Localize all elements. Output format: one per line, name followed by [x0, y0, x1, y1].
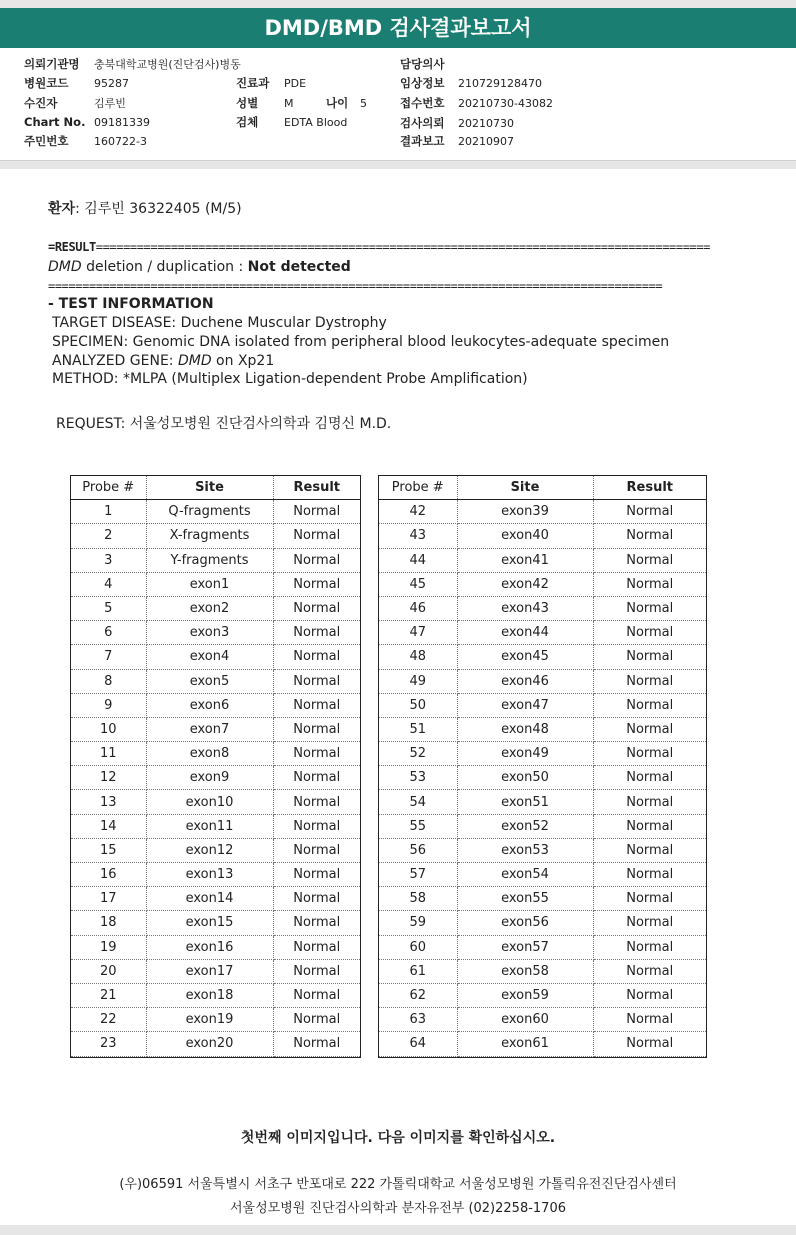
probe-result: Normal: [273, 863, 360, 887]
probe-result: Normal: [593, 548, 706, 572]
probe-number: 60: [379, 935, 457, 959]
table-row: [379, 524, 706, 548]
table-row: [379, 548, 706, 572]
institution-label: 의뢰기관명: [24, 57, 80, 71]
table-header-row: [379, 476, 706, 500]
table-row: [379, 935, 706, 959]
probe-site: exon15: [146, 911, 273, 935]
probe-site: exon18: [146, 983, 273, 1007]
probe-site: exon10: [146, 790, 273, 814]
probe-number: 52: [379, 742, 457, 766]
table-row: [379, 1032, 706, 1056]
probe-result: Normal: [273, 1032, 360, 1056]
probe-result: Normal: [273, 935, 360, 959]
table-row: [379, 911, 706, 935]
table-row: [71, 596, 360, 620]
probe-site: exon6: [146, 693, 273, 717]
dept-value: PDE: [284, 77, 307, 90]
table-row: [379, 790, 706, 814]
probe-result: Normal: [593, 911, 706, 935]
analyzed-gene: [52, 353, 274, 369]
header-chart: [24, 115, 150, 129]
probe-result: Normal: [593, 887, 706, 911]
probe-number: 48: [379, 645, 457, 669]
analyzed-suffix: on Xp21: [211, 353, 275, 369]
report-header: [0, 48, 796, 160]
probe-table-left-grid: [71, 476, 360, 1057]
header-site: Site: [457, 476, 593, 500]
probe-site: exon16: [146, 935, 273, 959]
table-row: [71, 814, 360, 838]
probe-site: exon9: [146, 766, 273, 790]
probe-result: Normal: [273, 645, 360, 669]
probe-site: exon14: [146, 887, 273, 911]
request-label: 검사의뢰: [400, 116, 445, 130]
probe-site: exon49: [457, 742, 593, 766]
table-row: [379, 959, 706, 983]
table-row: [379, 742, 706, 766]
table-row: [71, 572, 360, 596]
table-row: [71, 790, 360, 814]
header-separator: [0, 160, 796, 169]
probe-site: exon59: [457, 983, 593, 1007]
probe-number: 49: [379, 669, 457, 693]
probe-site: exon46: [457, 669, 593, 693]
probe-number: 5: [71, 596, 146, 620]
patient-line-text: : 김루빈 36322405 (M/5): [75, 201, 242, 217]
table-row: [71, 983, 360, 1007]
probe-result: Normal: [593, 693, 706, 717]
probe-number: 47: [379, 621, 457, 645]
patient-label: 수진자: [24, 96, 58, 110]
target-disease: TARGET DISEASE: Duchene Muscular Dystrophy: [52, 315, 387, 331]
probe-result: Normal: [593, 742, 706, 766]
probe-number: 12: [71, 766, 146, 790]
probe-result: Normal: [273, 1008, 360, 1032]
specimen-label: 검체: [236, 115, 259, 129]
probe-number: 61: [379, 959, 457, 983]
header-id: [24, 133, 147, 149]
table-row: [379, 863, 706, 887]
header-institution: [24, 56, 241, 72]
probe-number: 16: [71, 863, 146, 887]
probe-table-right-grid: [379, 476, 706, 1057]
code-value: 95287: [94, 77, 129, 90]
probe-number: 22: [71, 1008, 146, 1032]
probe-result: Normal: [593, 959, 706, 983]
probe-result: Normal: [593, 838, 706, 862]
probe-number: 17: [71, 887, 146, 911]
probe-number: 19: [71, 935, 146, 959]
table-row: [379, 887, 706, 911]
probe-result: Normal: [273, 548, 360, 572]
header-probe: Probe #: [379, 476, 457, 500]
table-row: [379, 572, 706, 596]
header-code: [24, 75, 129, 91]
probe-site: exon55: [457, 887, 593, 911]
result-text: deletion / duplication :: [81, 259, 248, 275]
table-row: [379, 596, 706, 620]
table-row: [379, 766, 706, 790]
probe-number: 10: [71, 717, 146, 741]
table-row: [71, 1032, 360, 1056]
probe-number: 64: [379, 1032, 457, 1056]
probe-result: Normal: [593, 524, 706, 548]
result-separator-top: [48, 240, 728, 254]
probe-site: exon2: [146, 596, 273, 620]
doctor-label: 담당의사: [400, 57, 445, 71]
table-row: [71, 959, 360, 983]
report-label: 결과보고: [400, 134, 445, 148]
probe-site: exon11: [146, 814, 273, 838]
table-row: [71, 524, 360, 548]
probe-result: Normal: [593, 500, 706, 524]
table-row: [379, 645, 706, 669]
probe-result: Normal: [273, 500, 360, 524]
probe-result: Normal: [593, 1008, 706, 1032]
receipt-label: 접수번호: [400, 96, 445, 110]
probe-result: Normal: [273, 766, 360, 790]
header-patient: [24, 95, 126, 111]
table-row: [379, 669, 706, 693]
probe-site: exon52: [457, 814, 593, 838]
probe-site: exon61: [457, 1032, 593, 1056]
probe-number: 43: [379, 524, 457, 548]
probe-site: exon58: [457, 959, 593, 983]
probe-result: Normal: [273, 572, 360, 596]
specimen-value: EDTA Blood: [284, 116, 348, 129]
table-row: [379, 500, 706, 524]
clinical-label: 임상정보: [400, 76, 445, 90]
probe-number: 20: [71, 959, 146, 983]
probe-site: exon44: [457, 621, 593, 645]
probe-number: 9: [71, 693, 146, 717]
probe-site: exon40: [457, 524, 593, 548]
header-sex: [236, 95, 367, 111]
footer-address: (우)06591 서울특별시 서초구 반포대로 222 가톨릭대학교 서울성모병원 가톨릭유전진단검사센터: [119, 1177, 677, 1192]
table-row: [71, 693, 360, 717]
chart-value: 09181339: [94, 116, 150, 129]
probe-number: 4: [71, 572, 146, 596]
table-row: [71, 935, 360, 959]
header-clinical: [400, 75, 542, 91]
table-row: [71, 863, 360, 887]
header-request: [400, 115, 514, 131]
probe-site: exon60: [457, 1008, 593, 1032]
probe-result: Normal: [593, 790, 706, 814]
table-row: [379, 693, 706, 717]
table-row: [71, 911, 360, 935]
probe-number: 50: [379, 693, 457, 717]
probe-site: exon8: [146, 742, 273, 766]
probe-site: exon12: [146, 838, 273, 862]
probe-number: 58: [379, 887, 457, 911]
probe-site: exon50: [457, 766, 593, 790]
request-value: 20210730: [458, 117, 514, 130]
probe-site: exon3: [146, 621, 273, 645]
probe-number: 42: [379, 500, 457, 524]
probe-number: 56: [379, 838, 457, 862]
probe-number: 21: [71, 983, 146, 1007]
probe-site: exon13: [146, 863, 273, 887]
probe-site: exon42: [457, 572, 593, 596]
table-row: [71, 887, 360, 911]
bottom-border: [0, 1225, 796, 1235]
patient-line-label: 환자: [48, 201, 76, 217]
test-info-title: - TEST INFORMATION: [48, 296, 214, 312]
probe-number: 62: [379, 983, 457, 1007]
probe-number: 6: [71, 621, 146, 645]
probe-table-right: [378, 475, 707, 1058]
probe-site: exon5: [146, 669, 273, 693]
probe-site: exon4: [146, 645, 273, 669]
specimen-info: SPECIMEN: Genomic DNA isolated from peripheral blood leukocytes-adequate specimen: [52, 334, 670, 350]
probe-site: exon43: [457, 596, 593, 620]
probe-result: Normal: [593, 1032, 706, 1056]
header-site: Site: [146, 476, 273, 500]
probe-site: exon48: [457, 717, 593, 741]
probe-site: exon51: [457, 790, 593, 814]
table-row: [71, 838, 360, 862]
table-row: [71, 742, 360, 766]
table-row: [71, 500, 360, 524]
probe-result: Normal: [593, 935, 706, 959]
probe-result: Normal: [273, 621, 360, 645]
probe-number: 53: [379, 766, 457, 790]
probe-number: 23: [71, 1032, 146, 1056]
method-info: METHOD: *MLPA (Multiplex Ligation-dependent Probe Amplification): [52, 371, 528, 387]
probe-result: Normal: [273, 693, 360, 717]
probe-site: Q-fragments: [146, 500, 273, 524]
table-header-row: [71, 476, 360, 500]
probe-number: 45: [379, 572, 457, 596]
clinical-value: 210729128470: [458, 77, 542, 90]
age-value: 5: [360, 97, 367, 110]
header-doctor: [400, 56, 458, 72]
next-image-note: 첫번째 이미지입니다. 다음 이미지를 확인하십시오.: [240, 1130, 556, 1146]
table-row: [379, 717, 706, 741]
probe-number: 63: [379, 1008, 457, 1032]
equals-line-2: ==========================================================================================: [48, 279, 663, 293]
report-title: DMD/BMD 검사결과보고서: [0, 8, 796, 48]
table-row: [71, 621, 360, 645]
result-line: [48, 259, 351, 275]
probe-number: 44: [379, 548, 457, 572]
header-result: Result: [593, 476, 706, 500]
top-border: [0, 0, 796, 8]
probe-result: Normal: [593, 863, 706, 887]
id-value: 160722-3: [94, 135, 147, 148]
result-gene: DMD: [48, 259, 82, 275]
probe-number: 46: [379, 596, 457, 620]
receipt-value: 20210730-43082: [458, 97, 553, 110]
result-prefix: =RESULT: [48, 240, 96, 254]
probe-number: 15: [71, 838, 146, 862]
header-result: Result: [273, 476, 360, 500]
analyzed-gene-name: DMD: [177, 353, 212, 369]
probe-number: 13: [71, 790, 146, 814]
probe-result: Normal: [273, 742, 360, 766]
table-row: [379, 838, 706, 862]
probe-site: exon19: [146, 1008, 273, 1032]
table-row: [71, 1008, 360, 1032]
probe-site: exon57: [457, 935, 593, 959]
patient-line: [48, 198, 242, 218]
chart-label: Chart No.: [24, 115, 86, 129]
probe-site: exon20: [146, 1032, 273, 1056]
table-row: [379, 621, 706, 645]
probe-result: Normal: [273, 959, 360, 983]
probe-site: exon47: [457, 693, 593, 717]
probe-number: 59: [379, 911, 457, 935]
probe-result: Normal: [593, 645, 706, 669]
probe-number: 55: [379, 814, 457, 838]
probe-result: Normal: [273, 790, 360, 814]
header-report: [400, 133, 514, 149]
probe-result: Normal: [593, 814, 706, 838]
probe-number: 18: [71, 911, 146, 935]
probe-site: X-fragments: [146, 524, 273, 548]
probe-result: Normal: [593, 621, 706, 645]
table-row: [71, 548, 360, 572]
table-row: [71, 669, 360, 693]
institution-value: 충북대학교병원(진단검사)병동: [94, 58, 241, 71]
table-row: [71, 766, 360, 790]
probe-result: Normal: [273, 838, 360, 862]
probe-number: 11: [71, 742, 146, 766]
table-row: [71, 717, 360, 741]
header-specimen: [236, 114, 347, 130]
probe-result: Normal: [273, 911, 360, 935]
probe-result: Normal: [273, 983, 360, 1007]
equals-line-1: ==========================================================================================: [95, 240, 710, 254]
probe-number: 14: [71, 814, 146, 838]
analyzed-prefix: ANALYZED GENE:: [52, 353, 178, 369]
probe-site: exon1: [146, 572, 273, 596]
probe-site: exon45: [457, 645, 593, 669]
result-value: Not detected: [247, 259, 351, 275]
report-value: 20210907: [458, 135, 514, 148]
probe-result: Normal: [273, 814, 360, 838]
probe-number: 51: [379, 717, 457, 741]
probe-number: 7: [71, 645, 146, 669]
probe-number: 2: [71, 524, 146, 548]
patient-value: 김루빈: [94, 97, 126, 110]
probe-result: Normal: [273, 717, 360, 741]
probe-number: 8: [71, 669, 146, 693]
code-label: 병원코드: [24, 76, 69, 90]
table-row: [379, 983, 706, 1007]
probe-result: Normal: [593, 669, 706, 693]
request-line: REQUEST: 서울성모병원 진단검사의학과 김명신 M.D.: [56, 416, 392, 432]
id-label: 주민번호: [24, 134, 69, 148]
probe-result: Normal: [593, 572, 706, 596]
probe-number: 1: [71, 500, 146, 524]
header-dept: [236, 75, 306, 91]
probe-number: 3: [71, 548, 146, 572]
probe-result: Normal: [273, 596, 360, 620]
probe-site: exon54: [457, 863, 593, 887]
sex-value: M: [284, 97, 294, 110]
table-row: [71, 645, 360, 669]
probe-site: exon41: [457, 548, 593, 572]
footer-department: 서울성모병원 진단검사의학과 분자유전부 (02)2258-1706: [230, 1201, 566, 1216]
result-separator-bottom: [48, 279, 728, 293]
probe-number: 54: [379, 790, 457, 814]
header-receipt: [400, 95, 553, 111]
probe-site: exon7: [146, 717, 273, 741]
age-label: 나이: [326, 96, 349, 110]
probe-result: Normal: [273, 887, 360, 911]
probe-number: 57: [379, 863, 457, 887]
table-row: [379, 814, 706, 838]
table-row: [379, 1008, 706, 1032]
header-probe: Probe #: [71, 476, 146, 500]
probe-result: Normal: [273, 669, 360, 693]
probe-table-left: [70, 475, 361, 1058]
probe-site: exon17: [146, 959, 273, 983]
probe-result: Normal: [593, 717, 706, 741]
probe-result: Normal: [273, 524, 360, 548]
probe-result: Normal: [593, 766, 706, 790]
probe-result: Normal: [593, 983, 706, 1007]
sex-label: 성별: [236, 96, 259, 110]
dept-label: 진료과: [236, 76, 270, 90]
probe-site: Y-fragments: [146, 548, 273, 572]
probe-site: exon39: [457, 500, 593, 524]
probe-site: exon56: [457, 911, 593, 935]
probe-site: exon53: [457, 838, 593, 862]
probe-result: Normal: [593, 596, 706, 620]
